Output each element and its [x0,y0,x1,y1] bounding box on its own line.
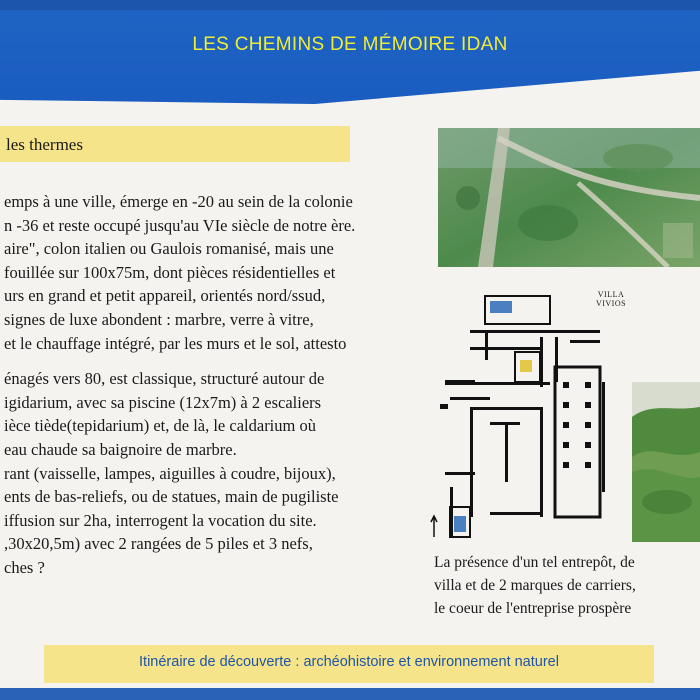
body-line: urs en grand et petit appareil, orientés nord/ssud, [4,286,326,306]
body-line: rant (vaisselle, lampes, aiguilles à coudre, bijoux), [4,463,336,483]
page-title: LES CHEMINS DE MÉMOIRE IDAN [192,34,508,55]
body-line: iffusion sur 2ha, interrogent la vocation du site. [4,510,317,530]
paragraph-gap [4,355,432,367]
body-line: igidarium, avec sa piscine (12x7m) à 2 escaliers [4,392,322,412]
body-line: énagés vers 80, est classique, structuré autour de [4,369,325,389]
map-label-line2: VIVIOS [595,299,627,308]
footer-box [44,645,654,683]
body-line: ches ? [4,557,45,577]
body-line: et le chauffage intégré, par les murs et le sol, attesto [4,333,347,353]
body-line: ents de bas-reliefs, ou de statues, main de pugiliste [4,487,339,507]
body-text [4,190,432,580]
body-line: fouillée sur 100x75m, dont pièces résidentielles et [4,262,336,282]
footer-text: Itinéraire de découverte : archéohistoire et environnement naturel [139,654,559,670]
body-line: aire", colon italien ou Gaulois romanisé, mais une [4,239,334,259]
landscape-photo [632,382,700,542]
aerial-photo [438,128,700,267]
map-label-line1: VILLA [597,290,625,299]
caption-line: La présence d'un tel entrepôt, de [434,554,635,571]
body-line: eau chaude sa baignoire de marbre. [4,439,237,459]
footer-strip [0,688,700,700]
caption-line: le coeur de l'entreprise prospère [434,600,632,617]
body-line: ièce tiède(tepidarium) et, de là, le caldarium où [4,416,316,436]
caption-line: villa et de 2 marques de carriers, [434,577,636,594]
header-banner-edge [0,0,700,10]
plan-caption [434,551,700,620]
site-plan [430,292,630,550]
body-line: emps à une ville, émerge en -20 au sein de la colonie [4,192,353,211]
section-label-box [0,126,350,162]
body-line: signes de luxe abondent : marbre, verre à vitre, [4,309,314,329]
body-line: ,30x20,5m) avec 2 rangées de 5 piles et 3 nefs, [4,534,313,554]
body-line: n -36 et reste occupé jusqu'au VIe siècle de notre ère. [4,215,356,235]
section-label: les thermes [6,135,83,154]
